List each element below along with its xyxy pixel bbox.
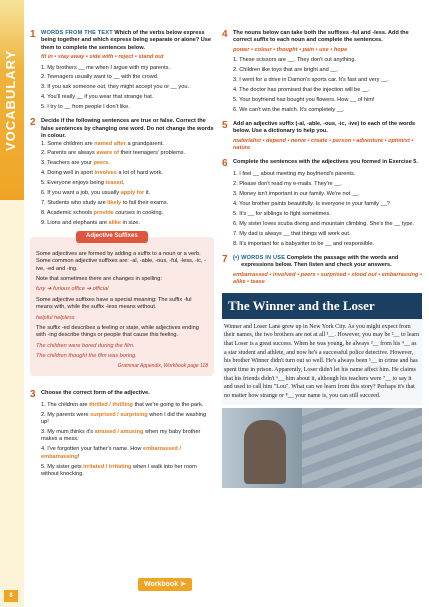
audio-icon[interactable]: (•)	[233, 254, 240, 261]
exercise-number: 1	[30, 29, 36, 40]
exercise-title: Choose the correct form of the adjective.	[41, 389, 150, 396]
item-list	[41, 141, 214, 227]
grammar-text: The suffix -ed describes a feeling or state, while adjectives ending with -ing describe things or people that cause this feeling.	[36, 324, 199, 339]
exercise-3-header	[30, 390, 214, 399]
list-item: 4. Doing well in sport involves a lot of hard work.	[41, 170, 163, 177]
exercise-title: Decide if the following sentences are true or false. Correct the false sentences by changing one word. Do not change the words in colour.	[41, 118, 214, 140]
section-label: VOCABULARY	[3, 49, 18, 151]
list-item: 2. Please don't read my e-mails. They're __.	[233, 181, 342, 188]
sidebar-strip	[0, 0, 24, 200]
list-item: 2. Parents are always aware of their teenagers' problems.	[41, 150, 186, 157]
list-item: 1. These scissors are __. They don't cut anything.	[233, 57, 357, 64]
list-item: 8. It's important for a babysitter to be __ and responsible.	[233, 240, 374, 247]
grammar-text: Note that sometimes there are changes in spelling:	[36, 276, 162, 282]
list-item: 7. Students who study are likely to fail their exams.	[41, 199, 169, 206]
exercise-number: 5	[222, 119, 228, 131]
exercise-number: 7	[222, 253, 228, 265]
exercise-6-header	[222, 159, 422, 168]
list-item: 6. My sister loves scuba diving and mountain climbing. She's the __ type.	[233, 220, 415, 227]
list-item: 5. Your boyfriend has bought you flowers. How __ of him!	[233, 96, 375, 103]
exercise-1-header	[30, 30, 214, 52]
exercise-6	[222, 159, 422, 248]
list-item: 1. My brothers __ me when I argue with my parents.	[41, 64, 171, 71]
list-item: 5. It's __ for siblings to fight sometimes.	[233, 210, 331, 217]
list-item: 5. I try to __ from people I don't like.	[41, 104, 130, 110]
exercise-4	[222, 30, 422, 114]
list-item: 9. Lions and elephants are alike in size.	[41, 219, 140, 226]
exercise-2-header	[30, 118, 214, 140]
grammar-text: Some adjective suffixes have a special meaning: The suffix -ful means with, while the suffix -less means without.	[36, 296, 192, 311]
exercise-7-header	[222, 255, 422, 270]
list-item: 5. Everyone enjoys being teased.	[41, 180, 125, 186]
exercise-title: WORDS FROM THE TEXT Which of the verbs below express being together and which express being separate or alone? Use them to complete the sentences below.	[41, 30, 212, 51]
exercise-title: The nouns below can take both the suffixes -ful and -less. Add the correct suffix to each noun and complete the sentences.	[233, 30, 409, 44]
list-item: 6. We can't win the match. It's completely __.	[233, 106, 345, 113]
right-column	[222, 30, 422, 488]
exercise-number: 2	[30, 117, 36, 129]
grammar-example: The children thought the film was boring.	[36, 353, 137, 359]
list-item: 1. The children are thrilled / thrilling that we're going to the park.	[41, 401, 204, 408]
word-box: materialist • depend • nerve • create • person • adventure • optimist • nature	[233, 137, 414, 151]
item-list	[233, 171, 422, 248]
story-photo	[222, 408, 422, 488]
list-item: 4. The doctor has promised that the injection will be __.	[233, 86, 370, 93]
sidebar	[0, 0, 24, 607]
exercise-7	[222, 255, 422, 287]
grammar-box	[30, 232, 214, 376]
list-item: 2. Children like toys that are bright and __.	[233, 67, 339, 73]
list-item: 3. Money isn't important in our family. We're not __.	[233, 191, 360, 198]
list-item: 3. If you ask someone out, they might accept you or __ you.	[41, 84, 190, 91]
word-box: fit in • stay away • side with • reject • stand out	[41, 54, 164, 61]
sidebar-bottom	[0, 200, 24, 607]
list-item: 6. If you want a job, you usually apply for it.	[41, 189, 151, 196]
list-item: 2. Teenagers usually want to __ with the crowd.	[41, 74, 159, 81]
exercise-title: WORDS IN USE Complete the passage with the words and expressions below. Then listen and check your answers.	[241, 254, 399, 269]
exercise-1	[30, 30, 214, 111]
exercise-4-header	[222, 30, 422, 45]
list-item: 3. I went for a drive in Damon's sports car. It's fast and very __.	[233, 76, 389, 83]
item-list	[41, 65, 214, 112]
grammar-example: The children were bored during the film.	[36, 342, 135, 349]
exercise-title: Add an adjective suffix (-al, -able, -ous, -ic, -ive) to each of the words below. Use a dictionary to help you.	[233, 120, 416, 135]
list-item: 2. My parents were surprised / surprising when I did the washing up!	[41, 411, 207, 426]
grammar-text: Some adjectives are formed by adding a suffix to a noun or a verb. Some common adjective suffixes are: -al, -able, -ous, -ful, -less, -ic, -ive, -ed and -ing.	[36, 250, 206, 272]
grammar-box-title: Adjective Suffixes	[76, 231, 148, 243]
word-box: embarrassed • involved • peers • surprised • stood out • embarrassing • alike • tease	[233, 271, 422, 285]
item-list	[41, 402, 214, 478]
exercise-number: 3	[30, 388, 36, 400]
list-item: 4. I've forgotten your father's name. How embarrassed / embarrassing!	[41, 446, 181, 460]
exercise-5-header	[222, 121, 422, 136]
list-item: 4. Your brother paints beautifully. Is everyone in your family __?	[233, 201, 390, 207]
list-item: 7. My dad is always __ that things will work out.	[233, 230, 351, 237]
grammar-reference: Grammar Appendix, Workbook page 118	[117, 363, 208, 370]
story-title: The Winner and the Loser	[222, 293, 422, 318]
grammar-example: fury ➔ furious office ➔ official	[36, 286, 109, 293]
left-column	[30, 30, 214, 485]
list-item: 3. My mum thinks it's amused / amusing when my baby brother makes a mess.	[41, 429, 201, 443]
exercise-number: 4	[222, 29, 228, 40]
list-item: 1. Some children are named after a grandparent.	[41, 140, 164, 147]
grammar-example: helpful helpless	[36, 314, 75, 321]
exercise-3	[30, 390, 214, 478]
page-number: 8	[4, 590, 18, 602]
story-body: Winner and Loser Lane grew up in New York City. As you might expect from their names, the two brothers are not at all ¹__. However, you may be ²__ to learn that Loser is a great success. When he was young, he always ³__ from his ⁴__ as a star student and athlete, and now he's a successful police detective. However, his brother Winner didn't turn out so well. He's always been ⁵__ in crime and has spent time in prison. Apparently, Loser didn't let his name affect him. He claims that his friends didn't ⁶__ him about it, although his teachers were ⁷__ to say it and used to call him "Lou". What can we learn from this story? Perhaps it's that no matter how strange or ⁸__ your name is, you can still succeed.	[222, 319, 422, 405]
workbook-link[interactable]: Workbook ➤	[138, 578, 192, 591]
list-item: 5. My sister gets irritated / irritating when I walk into her room without knocking.	[41, 463, 197, 477]
item-list	[233, 57, 422, 114]
exercise-2	[30, 118, 214, 227]
exercise-number: 6	[222, 158, 228, 170]
word-box: power • colour • thought • pain • use • hope	[233, 46, 348, 53]
list-item: 1. I feel __ about meeting my boyfriend's parents.	[233, 171, 356, 178]
exercise-title: Complete the sentences with the adjectives you formed in Exercise 5.	[233, 159, 418, 166]
stairs-image	[302, 408, 422, 488]
exercise-5	[222, 121, 422, 153]
list-item: 3. Teachers are your peers.	[41, 160, 110, 167]
list-item: 8. Academic schools provide courses in cooking.	[41, 209, 164, 216]
person-image	[244, 420, 286, 484]
list-item: 4. You'll really __ if you wear that strange hat.	[41, 94, 154, 101]
